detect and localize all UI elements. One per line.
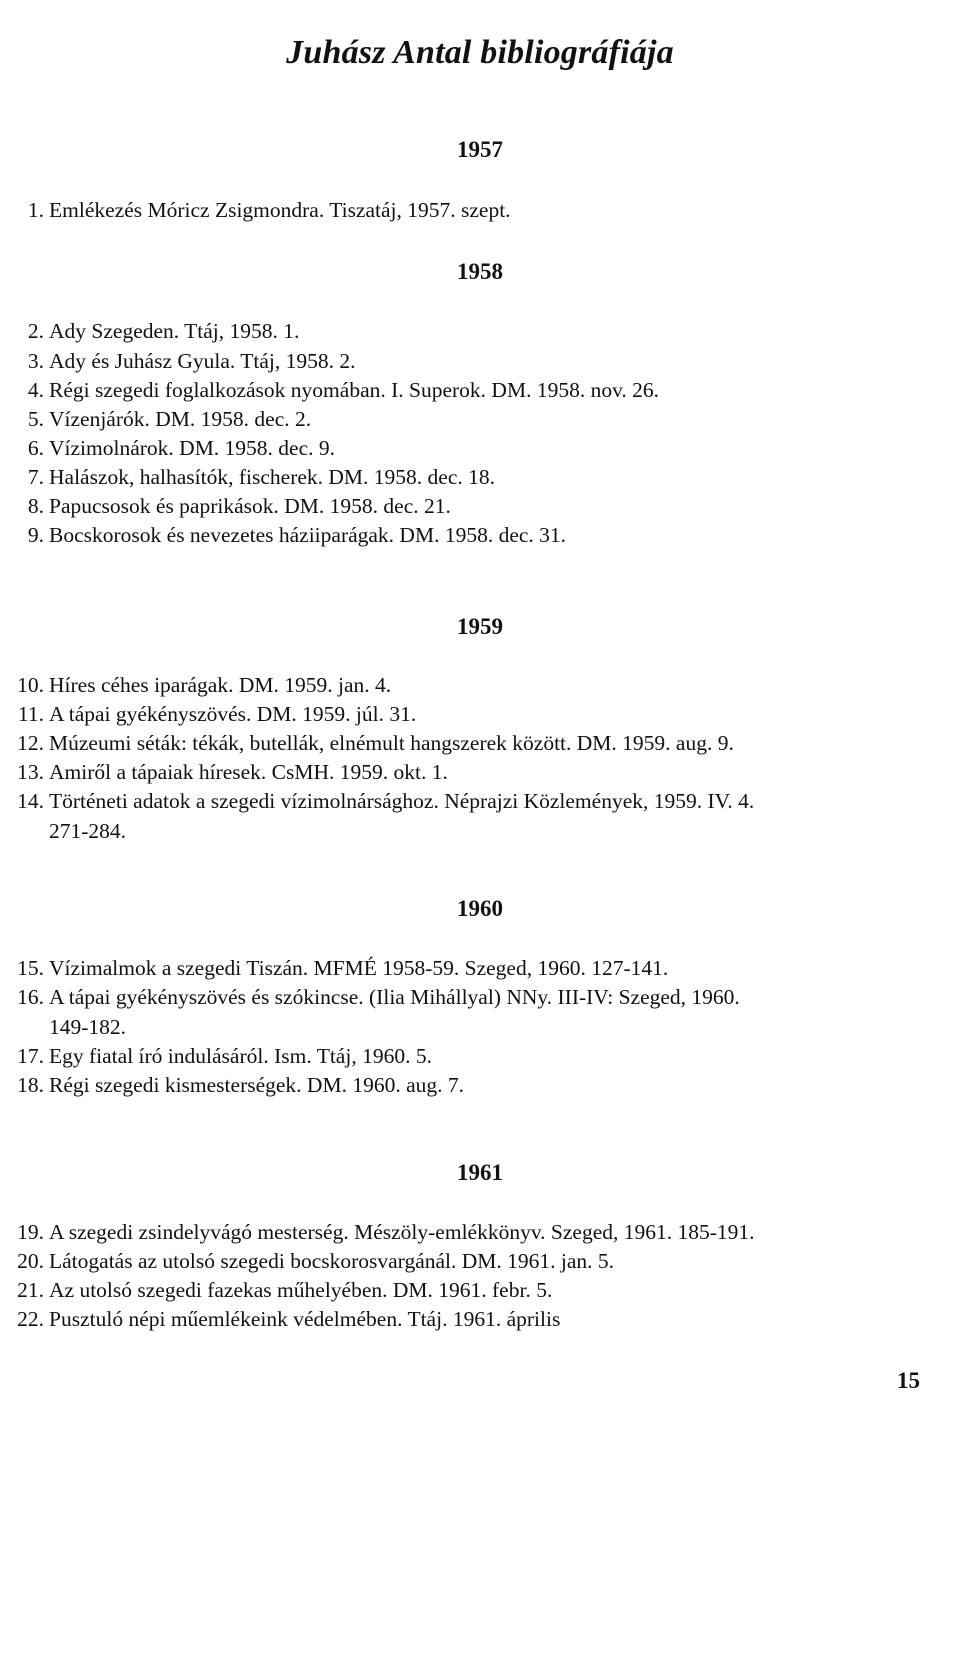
year-heading-1958: 1958 <box>457 259 503 284</box>
entry-text: Halászok, halhasítók, fischerek. DM. 1958. dec. 18. <box>49 465 496 489</box>
entry-number: 1. <box>27 198 44 222</box>
entry-text: Bocskorosok és nevezetes háziiparágak. DM. 1958. dec. 31. <box>49 523 567 547</box>
entry-number: 15. <box>17 956 44 980</box>
entry-number: 20. <box>17 1249 44 1273</box>
entry-text: Látogatás az utolsó szegedi bocskorosvargánál. DM. 1961. jan. 5. <box>49 1249 615 1273</box>
entry-text: Híres céhes iparágak. DM. 1959. jan. 4. <box>49 673 392 697</box>
entry-number: 14. <box>17 789 44 813</box>
page-title: Juhász Antal bibliográfiája <box>286 34 674 71</box>
entry-number: 10. <box>17 673 44 697</box>
year-heading-1959: 1959 <box>457 614 503 639</box>
entry-text: Történeti adatok a szegedi vízimolnársághoz. Néprajzi Közlemények, 1959. IV. 4. <box>49 789 755 813</box>
entry-number: 13. <box>17 760 44 784</box>
entry-text: Pusztuló népi műemlékeink védelmében. Ttáj. 1961. április <box>49 1307 561 1331</box>
entry-number: 16. <box>17 985 44 1009</box>
entry-text: Amiről a tápaiak híresek. CsMH. 1959. okt. 1. <box>49 760 448 784</box>
entry-number: 22. <box>17 1307 44 1331</box>
entry-text: Ady és Juhász Gyula. Ttáj, 1958. 2. <box>49 349 356 373</box>
entry-number: 17. <box>17 1044 44 1068</box>
entry-text: Vízimalmok a szegedi Tiszán. MFMÉ 1958-59. Szeged, 1960. 127-141. <box>49 956 669 980</box>
entry-text: Emlékezés Móricz Zsigmondra. Tiszatáj, 1957. szept. <box>49 198 511 222</box>
entry-text: Régi szegedi kismesterségek. DM. 1960. aug. 7. <box>49 1073 464 1097</box>
entry-text: Egy fiatal író indulásáról. Ism. Ttáj, 1960. 5. <box>49 1044 432 1068</box>
entry-number: 9. <box>27 523 44 547</box>
entry-text: A tápai gyékényszövés és szókincse. (Ilia Mihállyal) NNy. III-IV: Szeged, 1960. <box>49 985 740 1009</box>
entry-number: 11. <box>17 702 44 726</box>
entry-number: 7. <box>27 465 44 489</box>
entry-text-continuation: 271-284. <box>49 819 127 843</box>
entry-number: 12. <box>17 731 44 755</box>
entry-text-continuation: 149-182. <box>49 1015 127 1039</box>
entry-number: 5. <box>27 407 44 431</box>
entry-number: 18. <box>17 1073 44 1097</box>
entry-text: Az utolsó szegedi fazekas műhelyében. DM. 1961. febr. 5. <box>49 1278 553 1302</box>
entry-text: Vízimolnárok. DM. 1958. dec. 9. <box>49 436 336 460</box>
year-heading-1957: 1957 <box>457 137 503 162</box>
entry-number: 4. <box>27 378 44 402</box>
entry-number: 3. <box>27 349 44 373</box>
entry-number: 19. <box>17 1220 44 1244</box>
entry-number: 6. <box>27 436 44 460</box>
entry-text: Papucsosok és paprikások. DM. 1958. dec. 21. <box>49 494 451 518</box>
entry-number: 8. <box>27 494 44 518</box>
entry-number: 2. <box>27 319 44 343</box>
entry-text: A tápai gyékényszövés. DM. 1959. júl. 31. <box>49 702 417 726</box>
entry-text: A szegedi zsindelyvágó mesterség. Mészöly-emlékkönyv. Szeged, 1961. 185-191. <box>49 1220 755 1244</box>
entry-text: Múzeumi séták: tékák, butellák, elnémult hangszerek között. DM. 1959. aug. 9. <box>49 731 734 755</box>
entry-text: Ady Szegeden. Ttáj, 1958. 1. <box>49 319 300 343</box>
entry-text: Régi szegedi foglalkozások nyomában. I. Superok. DM. 1958. nov. 26. <box>49 378 660 402</box>
entry-number: 21. <box>17 1278 44 1302</box>
entry-text: Vízenjárók. DM. 1958. dec. 2. <box>49 407 312 431</box>
year-heading-1960: 1960 <box>457 896 503 921</box>
year-heading-1961: 1961 <box>457 1160 503 1185</box>
page-number: 15 <box>897 1368 920 1393</box>
